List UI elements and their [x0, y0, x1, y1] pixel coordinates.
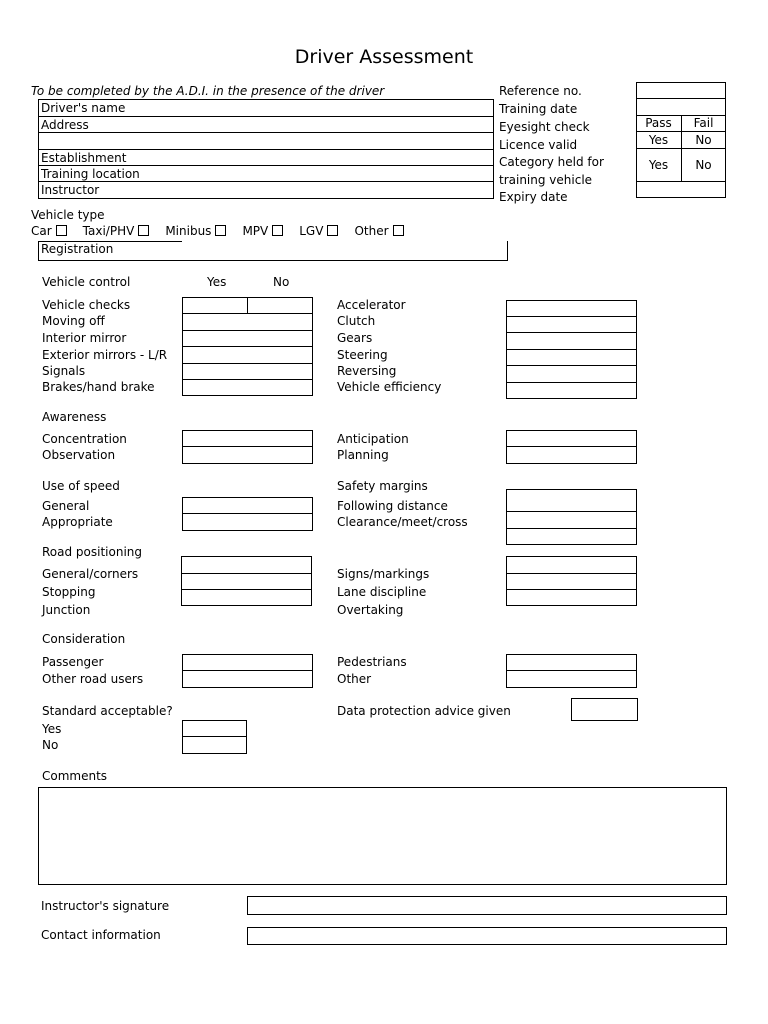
expiry-date-label: Expiry date — [499, 190, 568, 204]
row-divider — [182, 363, 313, 364]
instructor-field[interactable]: Instructor — [41, 183, 100, 197]
vehicle-type-label: Vehicle type — [31, 208, 105, 222]
standard-acceptable-heading: Standard acceptable? — [42, 704, 173, 718]
moving-off-label: Moving off — [42, 314, 105, 328]
vehicle-type-mpv[interactable] — [242, 224, 283, 238]
reversing-label: Reversing — [337, 364, 397, 378]
instructor-signature-label: Instructor's signature — [41, 899, 170, 913]
planning-label: Planning — [337, 448, 389, 462]
row-divider — [182, 313, 313, 314]
checkbox[interactable] — [138, 225, 149, 236]
general-speed-label: General — [42, 499, 90, 513]
instructor-signature-field[interactable] — [247, 896, 727, 915]
vehicle-type-taxi[interactable] — [83, 224, 150, 238]
road-positioning-right-grid[interactable] — [506, 556, 637, 606]
row-divider — [38, 149, 494, 150]
other-road-users-label: Other road users — [42, 672, 144, 686]
standard-yes-label: Yes — [42, 722, 62, 736]
option-label: LGV — [299, 224, 324, 238]
appropriate-label: Appropriate — [42, 515, 113, 529]
training-location-field[interactable]: Training location — [41, 167, 140, 181]
standard-acceptable-grid[interactable] — [182, 720, 247, 754]
signs-markings-label: Signs/markings — [337, 567, 430, 581]
pass-label: Pass — [645, 116, 672, 130]
awareness-left-grid[interactable] — [182, 430, 313, 464]
row-divider — [38, 181, 494, 182]
use-of-speed-heading: Use of speed — [42, 479, 120, 493]
data-protection-box[interactable] — [571, 698, 638, 721]
vehicle-control-yes-header: Yes — [207, 275, 227, 289]
col-divider — [247, 297, 248, 314]
clutch-label: Clutch — [337, 314, 376, 328]
data-protection-label: Data protection advice given — [337, 704, 511, 718]
row-divider — [182, 736, 247, 737]
contact-information-label: Contact information — [41, 928, 161, 942]
row-divider — [506, 382, 637, 383]
row-divider — [506, 365, 637, 366]
drivers-name-field[interactable]: Driver's name — [41, 101, 126, 115]
option-label: Other — [354, 224, 389, 238]
licence-yes-option[interactable]: Yes — [648, 133, 669, 147]
row-divider — [182, 330, 313, 331]
establishment-field[interactable]: Establishment — [41, 151, 127, 165]
option-label: Car — [31, 224, 52, 238]
vehicle-control-heading: Vehicle control — [42, 275, 131, 289]
vehicle-type-minibus[interactable] — [165, 224, 226, 238]
row-divider — [182, 379, 313, 380]
category-yes-option[interactable]: Yes — [648, 158, 669, 172]
comments-box[interactable] — [38, 787, 727, 885]
option-label: Taxi/PHV — [82, 224, 135, 238]
vehicle-type-car[interactable] — [31, 224, 67, 238]
other-consideration-label: Other — [337, 672, 372, 686]
passenger-label: Passenger — [42, 655, 104, 669]
road-positioning-heading: Road positioning — [42, 545, 143, 559]
row-divider — [182, 446, 313, 447]
steering-label: Steering — [337, 348, 388, 362]
pedestrians-label: Pedestrians — [337, 655, 407, 669]
vehicle-control-no-header: No — [273, 275, 290, 289]
address-field[interactable]: Address — [41, 118, 89, 132]
stopping-label: Stopping — [42, 585, 96, 599]
vehicle-checks-label: Vehicle checks — [42, 298, 131, 312]
checkbox[interactable] — [393, 225, 404, 236]
lane-discipline-label: Lane discipline — [337, 585, 427, 599]
row-divider — [38, 132, 494, 133]
vehicle-type-options — [31, 224, 420, 238]
row-divider — [636, 98, 726, 99]
checkbox[interactable] — [272, 225, 283, 236]
comments-label: Comments — [42, 769, 108, 783]
checkbox[interactable] — [215, 225, 226, 236]
brakes-label: Brakes/hand brake — [42, 380, 155, 394]
interior-mirror-label: Interior mirror — [42, 331, 127, 345]
row-divider — [506, 316, 637, 317]
safety-margins-heading: Safety margins — [337, 479, 428, 493]
row-divider — [506, 573, 637, 574]
row-divider — [38, 165, 494, 166]
accelerator-label: Accelerator — [337, 298, 406, 312]
licence-no-option[interactable]: No — [695, 133, 712, 147]
fail-label: Fail — [693, 116, 714, 130]
observation-label: Observation — [42, 448, 116, 462]
row-divider — [506, 349, 637, 350]
use-of-speed-grid[interactable] — [182, 497, 313, 531]
row-divider — [506, 446, 637, 447]
row-divider — [38, 116, 494, 117]
registration-left-line — [38, 241, 39, 261]
option-label: MPV — [242, 224, 269, 238]
training-vehicle-label: training vehicle — [499, 173, 593, 187]
row-divider — [181, 573, 312, 574]
signals-label: Signals — [42, 364, 86, 378]
vehicle-efficiency-label: Vehicle efficiency — [337, 380, 442, 394]
row-divider — [181, 589, 312, 590]
junction-label: Junction — [42, 603, 91, 617]
exterior-mirrors-label: Exterior mirrors - L/R — [42, 348, 168, 362]
consideration-heading: Consideration — [42, 632, 126, 646]
gears-label: Gears — [337, 331, 373, 345]
awareness-right-grid[interactable] — [506, 430, 637, 464]
consideration-left-grid[interactable] — [182, 654, 313, 688]
vehicle-type-lgv[interactable] — [299, 224, 338, 238]
road-positioning-left-grid[interactable] — [181, 556, 312, 606]
row-divider — [506, 332, 637, 333]
row-divider — [636, 181, 726, 182]
row-divider — [506, 589, 637, 590]
category-no-option[interactable]: No — [695, 158, 712, 172]
page-title: Driver Assessment — [294, 46, 474, 68]
awareness-heading: Awareness — [42, 410, 107, 424]
following-distance-label: Following distance — [337, 499, 448, 513]
overtaking-label: Overtaking — [337, 603, 404, 617]
checkbox[interactable] — [327, 225, 338, 236]
row-divider — [506, 528, 637, 529]
row-divider — [182, 513, 313, 514]
consideration-right-grid[interactable] — [506, 654, 637, 688]
contact-information-field[interactable] — [247, 927, 727, 945]
vehicle-type-other[interactable] — [354, 224, 403, 238]
anticipation-label: Anticipation — [337, 432, 409, 446]
standard-no-label: No — [42, 738, 59, 752]
licence-valid-label: Licence valid — [499, 138, 578, 152]
reference-no-label: Reference no. — [499, 84, 582, 98]
category-held-label: Category held for — [499, 155, 604, 169]
row-divider — [182, 670, 313, 671]
checkbox[interactable] — [56, 225, 67, 236]
registration-right-line — [507, 241, 508, 261]
registration-field[interactable]: Registration — [41, 242, 114, 256]
safety-margins-grid[interactable] — [506, 489, 637, 545]
instruction-text: To be completed by the A.D.I. in the presence of the driver — [31, 84, 385, 98]
general-corners-label: General/corners — [42, 567, 139, 581]
registration-bottom-line — [38, 260, 508, 261]
row-divider — [506, 511, 637, 512]
row-divider — [506, 670, 637, 671]
training-date-label: Training date — [499, 102, 578, 116]
clearance-label: Clearance/meet/cross — [337, 515, 468, 529]
eyesight-check-label: Eyesight check — [499, 120, 590, 134]
concentration-label: Concentration — [42, 432, 127, 446]
row-divider — [182, 346, 313, 347]
option-label: Minibus — [165, 224, 212, 238]
